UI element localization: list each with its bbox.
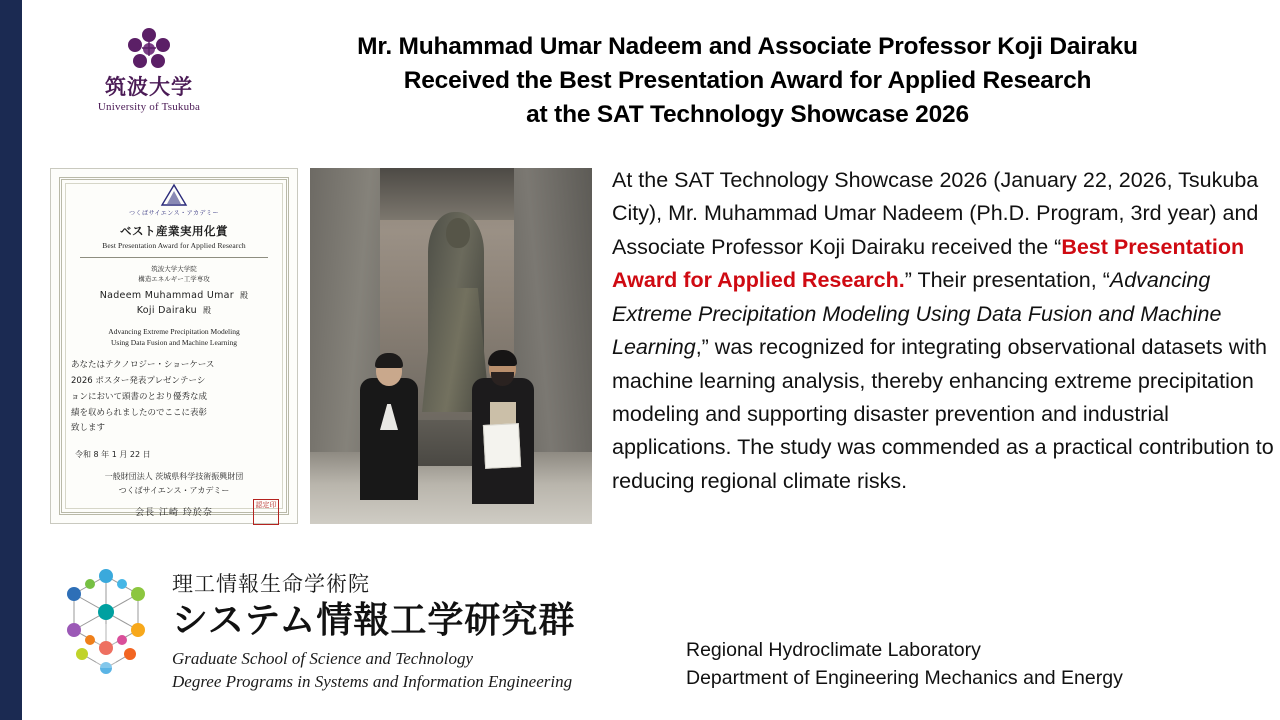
body-segment-1: At the SAT Technology Showcase 2026 (January 22, 2026, Tsukuba City), Mr. Muhammad Umar Nadeem (Ph.D. Program, 3rd year) and Associate Professor Koji Dairaku received the “ [612,168,1259,259]
graduate-school-jp-line-1: 理工情報生命学術院 [172,572,370,596]
certificate-academy-label: つくばサイエンス・アカデミー [128,210,220,217]
article-body [612,164,1274,498]
work-title-line-2: Using Data Fusion and Machine Learning [110,338,237,348]
page-title [230,30,1265,131]
certificate-org-line-1: 一般財団法人 茨城県科学技術振興財団 [104,471,244,481]
certificate-recipient-1 [67,288,281,303]
recipient-2-suffix: 殿 [202,305,212,315]
certificate-chair [67,501,281,519]
body-segment-3: ” Their presentation, “ [904,268,1110,293]
title-line-2: Received the Best Presentation Award for Applied Research [403,66,1092,94]
university-logo-jp: 筑波大学 [105,75,193,99]
university-logo [74,26,224,138]
held-certificate [483,423,521,469]
title-line-1: Mr. Muhammad Umar Nadeem and Associate Professor Koji Dairaku [357,33,1138,60]
certificate-org-line-2: つくばサイエンス・アカデミー [118,485,230,495]
decorative-left-bar-gap [22,0,26,720]
red-seal-icon: 認定印 [253,499,279,525]
body-segment-highlight: Best Presentation Award for Applied Research. [612,234,1245,293]
certificate-title-jp: ベスト産業実用化賞 [120,224,228,238]
recipient-1-name: Nadeem Muhammad Umar [99,289,234,301]
graduate-school-en-line-2: Degree Programs in Systems and Information Engineering [172,672,573,692]
certificate-body [67,358,281,437]
certificate-title-en: Best Presentation Award for Applied Research [102,241,246,250]
body-segment-5: ,” was recognized for integrating observational datasets with machine learning analysis, thereby enhancing extreme precipitation modeling and supporting disaster prevention and industrial applications. The study was commended as a practical contribution to reducing regional climate risks. [612,335,1274,493]
certificate-chair-name: 江崎 玲於奈 [159,508,213,519]
certificate-chair-label: 会長 [135,508,156,519]
certificate-body-line-2: 2026 ポスター発表プレゼンテーシ [71,376,206,387]
certificate-date: 令和 8 年 1 月 22 日 [75,449,151,459]
department-name: Department of Engineering Mechanics and Energy [686,667,1123,690]
title-line-3: at the SAT Technology Showcase 2026 [526,100,969,128]
certificate-divider [80,257,268,258]
certificate-recipient-2 [67,303,281,318]
graduate-school-logo [46,556,646,696]
graduate-school-jp-line-2: システム情報工学研究群 [172,600,576,641]
certificate-affiliation: 筑波大学大学院 構造エネルギー工学専攻 [138,265,210,283]
graduate-school-en-line-1: Graduate School of Science and Technology [172,649,474,669]
body-segment-presentation-title: Advancing Extreme Precipitation Modeling Using Data Fusion and Machine Learning [612,268,1222,360]
certificate-body-line-4: 績を収められましたのでここに表彰 [71,407,208,418]
recipient-2-name: Koji Dairaku [136,304,197,316]
person-2-hair [488,350,517,366]
person-1-hair [375,353,403,368]
award-certificate [50,168,298,524]
statue-head [446,218,470,248]
certificate-body-line-3: ョンにおいて頭書のとおり優秀な成 [71,391,208,402]
lab-name: Regional Hydroclimate Laboratory [686,639,981,661]
certificate-body-line-5: 致します [71,423,106,434]
affiliation-footer [686,636,1276,693]
certificate-body-line-1: あなたはテクノロジー・ショーケース [71,360,215,371]
university-logo-en: University of Tsukuba [97,101,201,114]
work-title-line-1: Advancing Extreme Precipitation Modeling [108,326,240,336]
hexagon-network-mark-icon [52,568,160,676]
certificate-organization [67,470,281,497]
person-1-body [360,378,418,500]
recipient-1-suffix: 殿 [239,290,249,300]
certificate-work-title [67,326,281,349]
award-photo [310,168,592,524]
science-academy-icon [153,183,195,207]
tsukuba-plum-blossom-icon [123,26,175,72]
decorative-left-bar [0,0,22,720]
